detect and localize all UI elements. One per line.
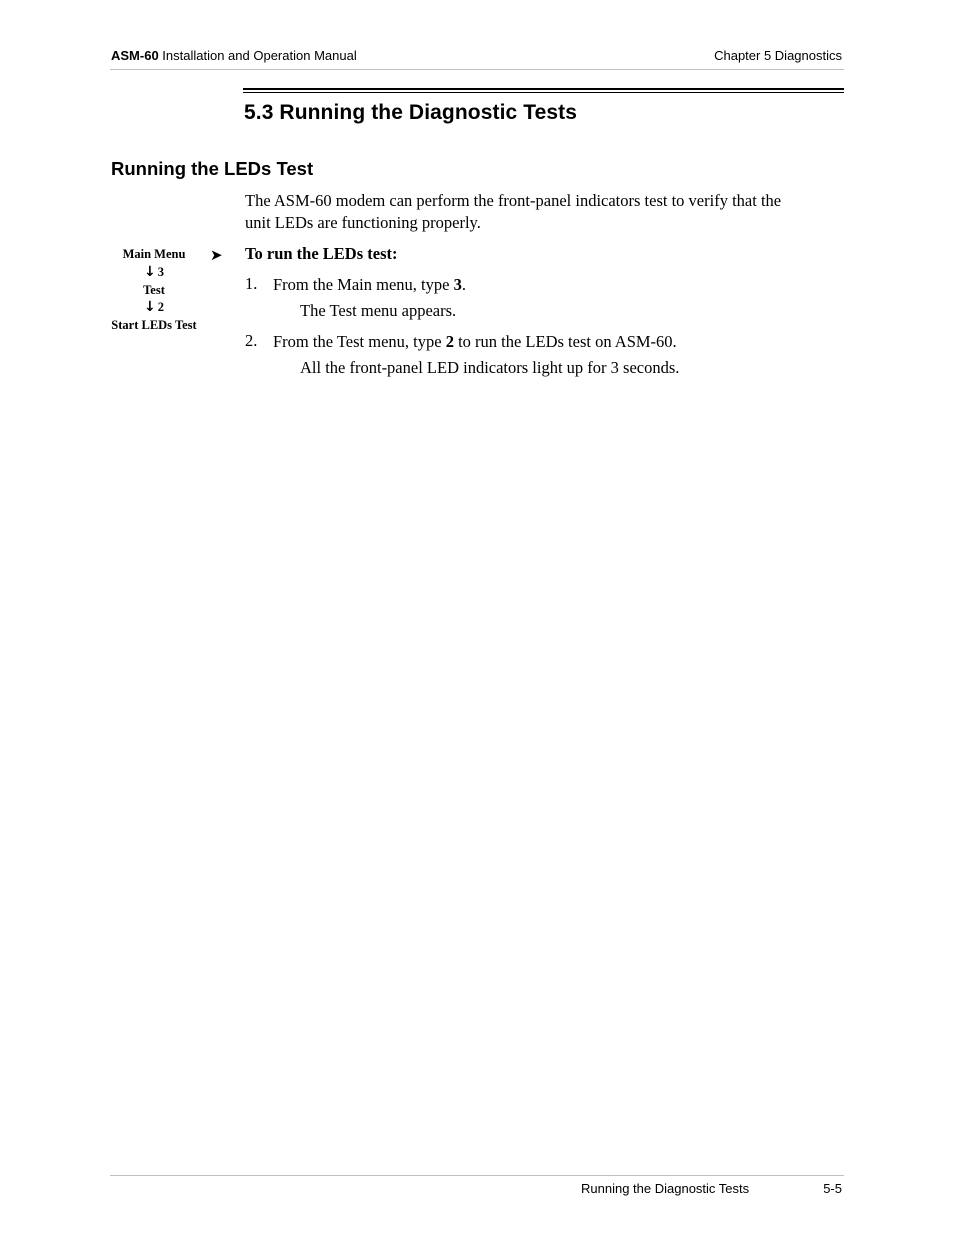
menu-path-start-leds-test: Start LEDs Test	[111, 318, 197, 333]
menu-path-step-2	[100, 299, 208, 317]
step-2-text-before: From the Test menu, type	[273, 332, 446, 351]
intro-line-2: unit LEDs are functioning properly.	[245, 213, 481, 232]
running-header-title	[111, 48, 357, 63]
section-rule-thin	[243, 92, 844, 93]
section-title: 5.3 Running the Diagnostic Tests	[244, 101, 578, 124]
step-2-key: 2	[445, 332, 454, 351]
menu-path-key-2: 2	[157, 300, 164, 315]
footer-divider	[110, 1175, 844, 1176]
subsection-title: Running the LEDs Test	[111, 158, 314, 179]
running-header-chapter: Chapter 5 Diagnostics	[714, 48, 842, 63]
footer-page-number: 5-5	[823, 1181, 842, 1196]
procedure-arrow-icon: ➤	[210, 246, 223, 264]
footer-section-title: Running the Diagnostic Tests	[581, 1181, 750, 1196]
header-doc-product: ASM-60	[111, 48, 159, 63]
step-1-result: The Test menu appears.	[300, 301, 457, 320]
step-2-text	[273, 331, 677, 353]
header-doc-title: Installation and Operation Manual	[158, 48, 357, 63]
menu-path-key-1: 3	[157, 264, 164, 279]
step-1-text	[273, 274, 466, 296]
section-rule-thick	[243, 88, 844, 90]
step-1-text-before: From the Main menu, type	[273, 275, 454, 294]
step-1-text-after: .	[461, 275, 466, 294]
procedure-title: To run the LEDs test:	[245, 244, 398, 263]
menu-path-test: Test	[143, 282, 165, 297]
menu-path-sidebar	[100, 246, 208, 335]
step-1-number: 1.	[245, 274, 258, 293]
step-2-number: 2.	[245, 331, 258, 350]
step-2-result: All the front-panel LED indicators light up for 3 seconds.	[300, 358, 680, 377]
down-arrow-icon: ↓	[144, 299, 156, 316]
header-divider	[110, 69, 844, 70]
menu-path-main-menu: Main Menu	[122, 247, 186, 261]
step-1-key: 3	[453, 275, 462, 294]
menu-path-step-1	[100, 264, 208, 282]
step-2-text-after: to run the LEDs test on ASM-60.	[453, 332, 677, 351]
intro-paragraph	[245, 190, 781, 234]
down-arrow-icon: ↓	[144, 263, 156, 280]
intro-line-1: The ASM-60 modem can perform the front-panel indicators test to verify that the	[245, 191, 782, 210]
